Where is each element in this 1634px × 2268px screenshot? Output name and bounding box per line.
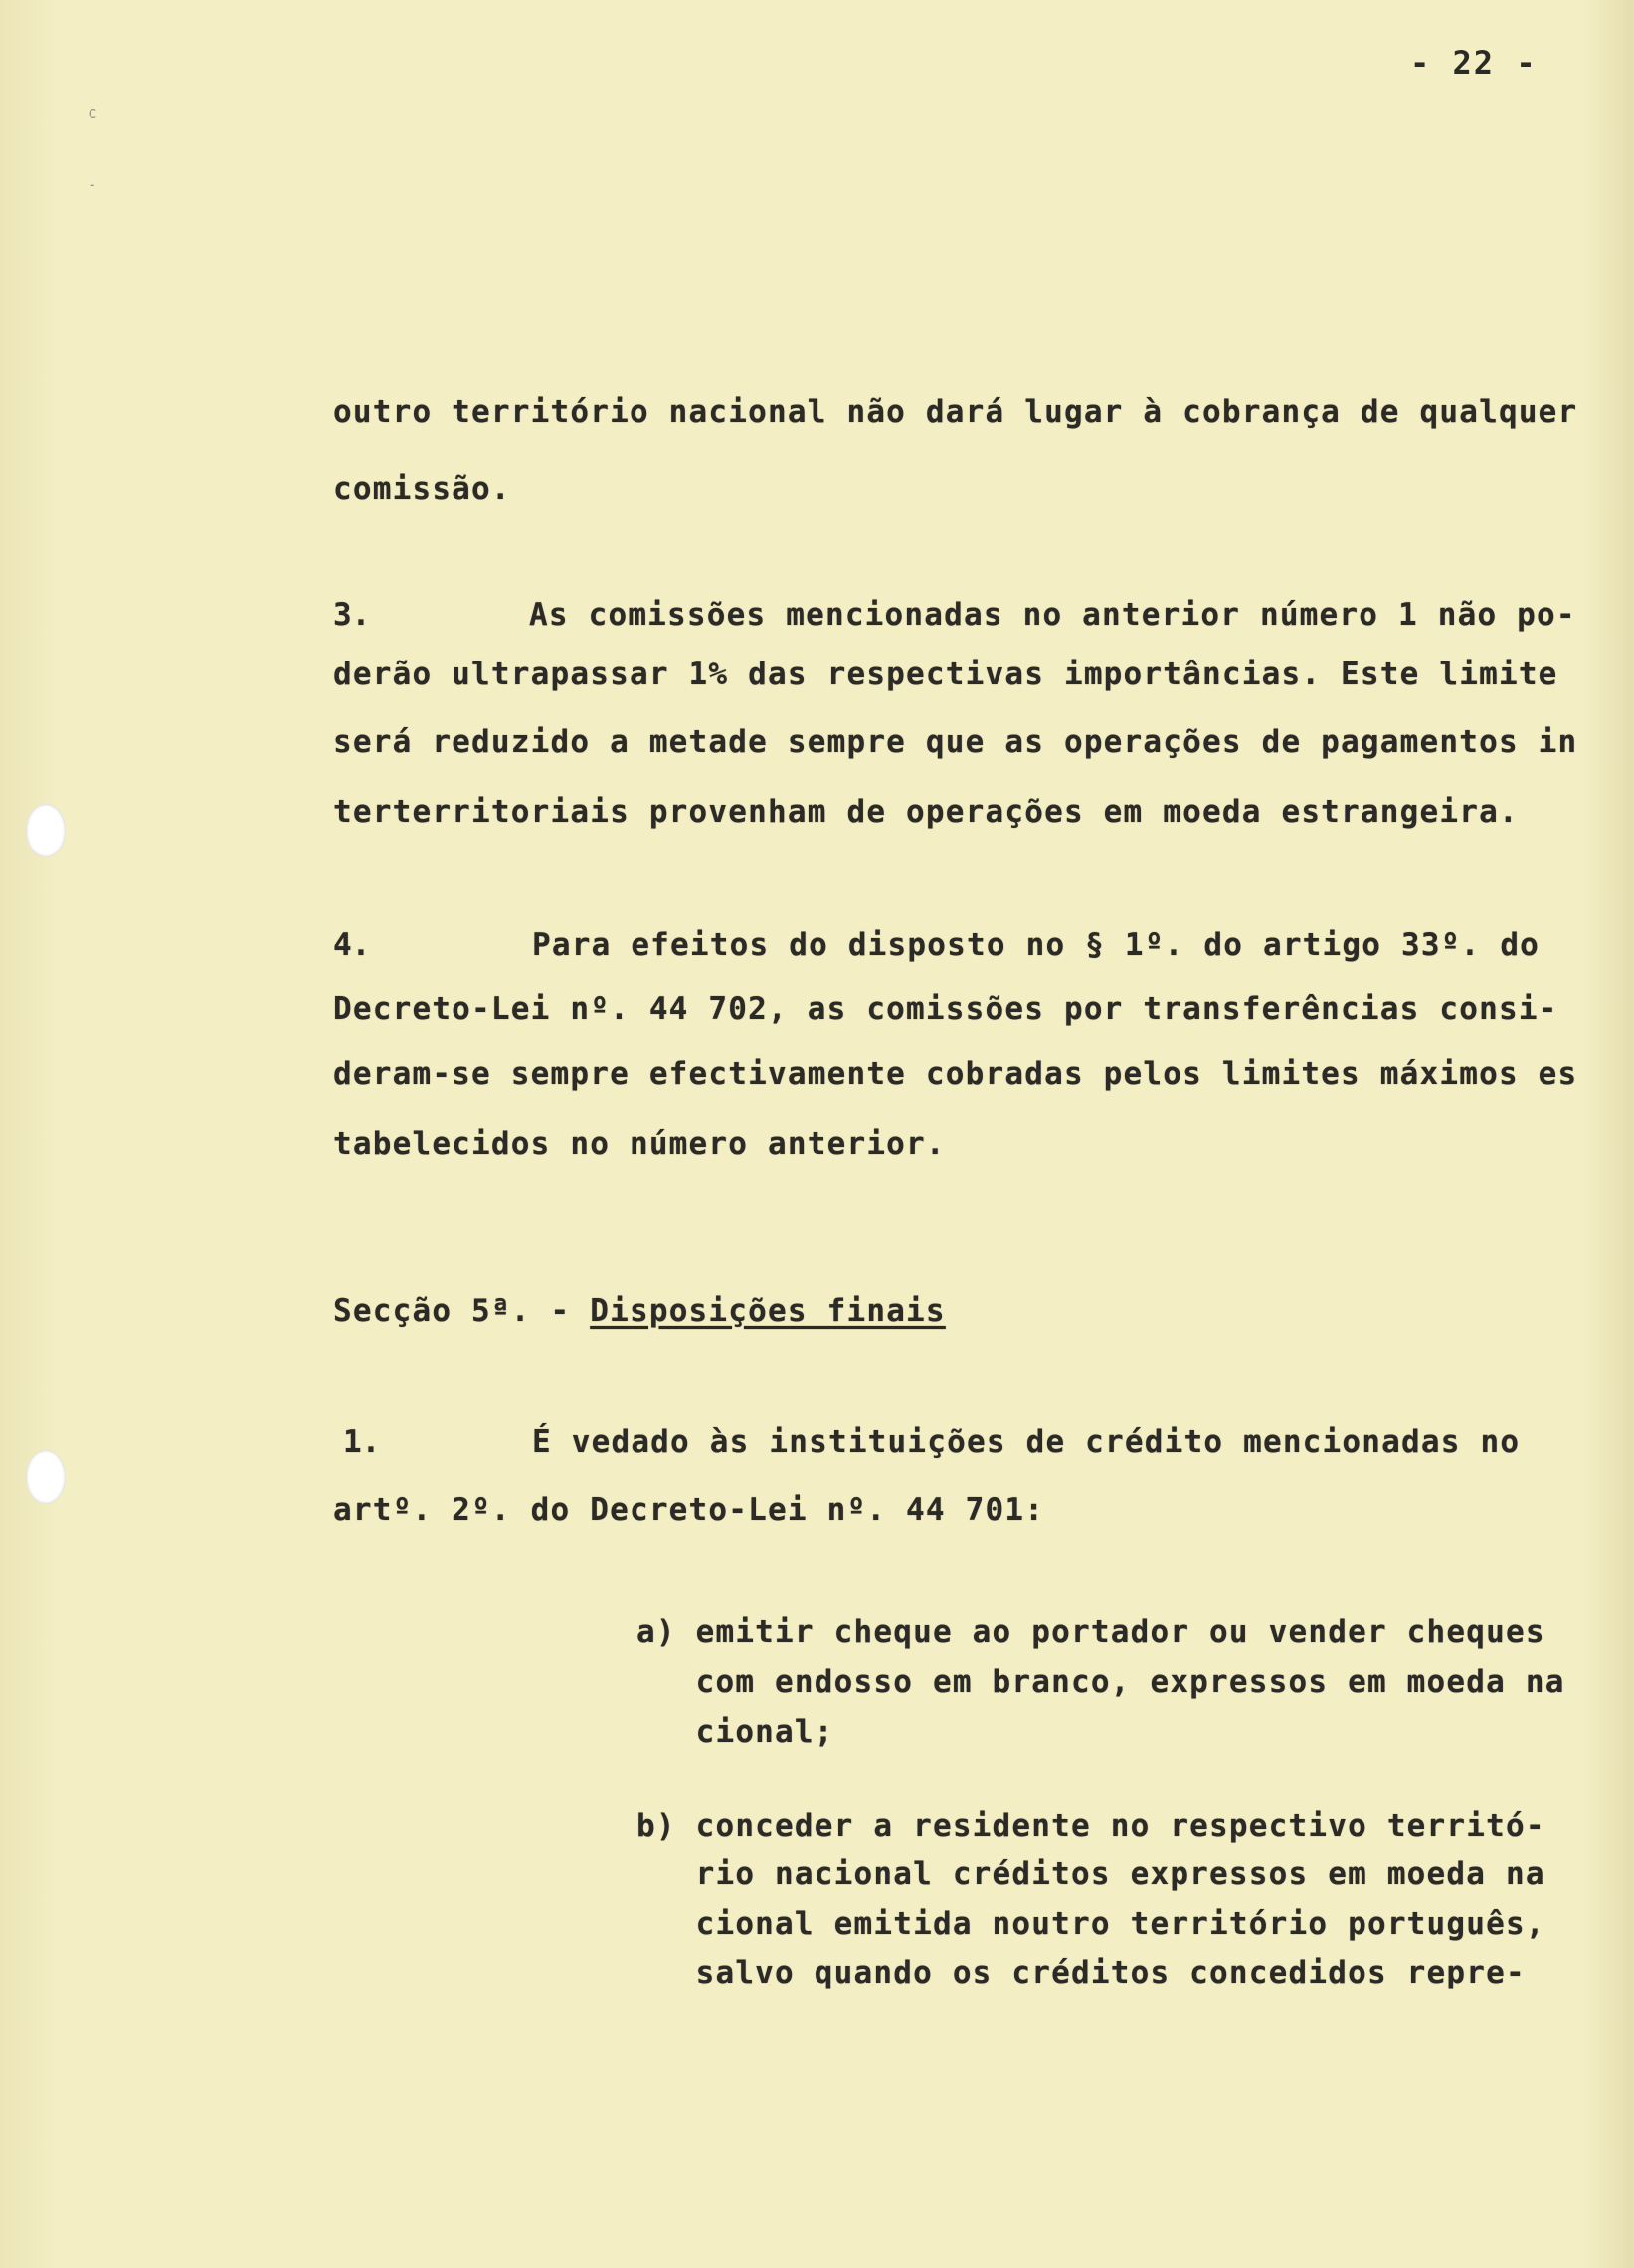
- text-line: Decreto-Lei nº. 44 702, as comissões por transferências consi-: [333, 991, 1558, 1027]
- page-number: - 22 -: [1410, 44, 1538, 82]
- section-prefix: Secção 5ª. -: [333, 1293, 591, 1329]
- list-item-line: rio nacional créditos expressos em moeda na: [636, 1856, 1545, 1892]
- section-title: Disposições finais: [590, 1293, 946, 1329]
- list-item-line: cional;: [636, 1714, 834, 1750]
- text-line: Para efeitos do disposto no § 1º. do artigo 33º. do: [532, 927, 1541, 963]
- paragraph-number: 4.: [333, 927, 371, 963]
- paragraph-number: 1.: [343, 1424, 381, 1460]
- list-item-line: a) emitir cheque ao portador ou vender cheques: [636, 1614, 1545, 1650]
- list-item-line: cional emitida noutro território português,: [636, 1906, 1545, 1942]
- text-line: comissão.: [333, 472, 511, 507]
- text-line: É vedado às instituições de crédito mencionadas no: [532, 1424, 1521, 1460]
- text-line: deram-se sempre efectivamente cobradas pelos limites máximos es: [333, 1056, 1578, 1092]
- text-line: As comissões mencionadas no anterior número 1 não po-: [529, 597, 1576, 633]
- list-item-line: b) conceder a residente no respectivo territó-: [636, 1808, 1545, 1844]
- section-heading: [333, 1293, 946, 1329]
- margin-mark: c: [88, 103, 97, 122]
- list-item-line: salvo quando os créditos concedidos repre-: [636, 1955, 1526, 1990]
- text-line: tabelecidos no número anterior.: [333, 1126, 946, 1162]
- text-line: terterritoriais provenham de operações em moeda estrangeira.: [333, 794, 1519, 830]
- text-line: artº. 2º. do Decreto-Lei nº. 44 701:: [333, 1492, 1045, 1528]
- margin-mark: -: [88, 175, 97, 194]
- text-line: será reduzido a metade sempre que as operações de pagamentos in: [333, 724, 1578, 760]
- punch-hole: [26, 1450, 66, 1504]
- list-item-line: com endosso em branco, expressos em moeda na: [636, 1664, 1565, 1700]
- text-line: outro território nacional não dará lugar à cobrança de qualquer: [333, 394, 1578, 430]
- text-line: derão ultrapassar 1% das respectivas importâncias. Este limite: [333, 657, 1558, 692]
- punch-hole: [26, 804, 66, 857]
- paragraph-number: 3.: [333, 597, 371, 633]
